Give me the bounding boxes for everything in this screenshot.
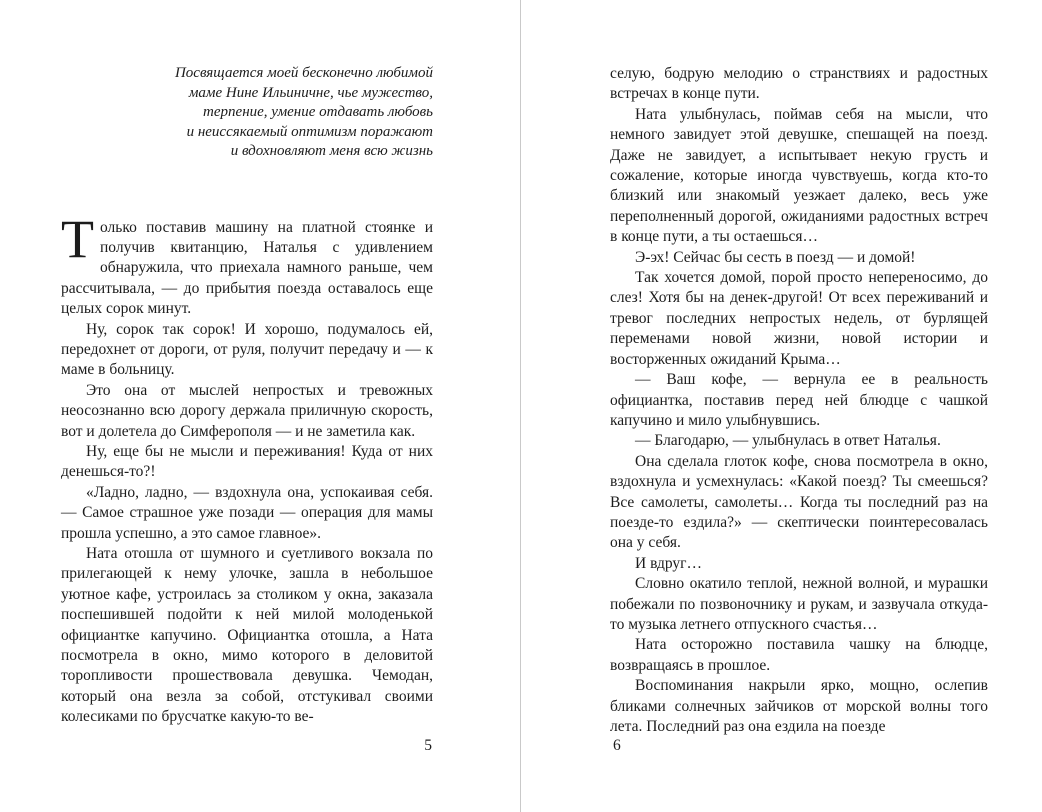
- dedication-line: и вдохновляют меня всю жизнь: [230, 143, 433, 159]
- paragraph: Это она от мыслей непростых и тревожных неосознанно всю дорогу держала приличную скорость, вот и долетела до Симферополя — и не заметила как.: [61, 381, 433, 440]
- paragraph: Ната осторожно поставила чашку на блюдце, возвращаясь в прошлое.: [610, 636, 988, 674]
- paragraph-text: олько поставив машину на платной стоянке и получив квитанцию, Наталья с удивлением обнаружила, что приехала намного раньше, чем рассчитывала, — до прибытия поезда оставалось еще целых сорок минут.: [61, 218, 433, 318]
- paragraph: Она сделала глоток кофе, снова посмотрела в окно, вздохнула и усмехнулась: «Какой поезд? Ты смеешься? Все самолеты, самолеты… Когда ты последний раз на поезде-то ездила?» — скептически поинтересовалась она у себя.: [610, 452, 988, 552]
- right-page-text: [610, 0, 988, 737]
- left-page-text: [61, 208, 433, 728]
- dedication-line: и неиссякаемый оптимизм поражают: [186, 123, 433, 140]
- paragraph: [61, 208, 433, 320]
- dedication-line: Посвящается моей бесконечно любимой: [174, 65, 433, 81]
- page-number: 6: [613, 737, 621, 754]
- dedication: [61, 64, 433, 162]
- paragraph: «Ладно, ладно, — вздохнула она, успокаивая себя. — Самое страшное уже позади — операция для мамы прошла успешно, а это самое главное».: [61, 483, 433, 542]
- paragraph: Ната отошла от шумного и суетливого вокзала по прилегающей к нему улочке, зашла в небольшое уютное кафе, устроилась за столиком у окна, заказала поспешившей подойти к ней милой молоденькой официантке капучино. Официантка отошла, а Ната посмотрела в окно, мимо которого в деловитой торопливости прошествовала девушка. Чемодан, который она везла за собой, отстукивал своими колесиками по брусчатке какую-то ве-: [61, 545, 433, 726]
- page-number: 5: [424, 737, 432, 754]
- paragraph: Ната улыбнулась, поймав себя на мысли, что немного завидует этой девушке, спешащей на поезд. Даже не завидует, а испытывает некую грусть и сожаление, которые иногда чувствуешь, когда кто-то близкий или знакомый уезжает далеко, весь уже переполненный дорогой, ожиданиями радостных встреч в конце пути, а ты остаешься…: [610, 105, 988, 246]
- paragraph: И вдруг…: [635, 554, 703, 572]
- page-right: [521, 0, 1042, 812]
- page-left: [0, 0, 520, 812]
- paragraph: — Благодарю, — улыбнулась в ответ Наталья.: [635, 432, 941, 450]
- dedication-line: маме Нине Ильиничне, чье мужество,: [188, 84, 433, 101]
- paragraph: Э-эх! Сейчас бы сесть в поезд — и домой!: [635, 248, 916, 266]
- paragraph: — Ваш кофе, — вернула ее в реальность официантка, поставив перед ней блюдце с чашкой капучино и мило улыбнувшись.: [610, 371, 988, 429]
- paragraph: Ну, сорок так сорок! И хорошо, подумалось ей, передохнет от дороги, от руля, получит передачу и — к маме в больницу.: [61, 320, 433, 379]
- drop-cap: Т: [61, 208, 94, 269]
- dedication-line: терпение, умение отдавать любовь: [203, 104, 433, 120]
- paragraph: селую, бодрую мелодию о странствиях и радостных встречах в конце пути.: [610, 65, 988, 103]
- paragraph: Словно окатило теплой, нежной волной, и мурашки побежали по позвоночнику и рукам, и зазвучала откуда-то музыка летнего отпускного счастья…: [610, 575, 988, 633]
- paragraph: Так хочется домой, порой просто непереносимо, до слез! Хотя бы на денек-другой! От всех переживаний и тревог последних непростых недель, от бурлящей переменами новой жизни, новой истории и восторженных ожиданий Крыма…: [610, 269, 988, 368]
- paragraph: Воспоминания накрыли ярко, мощно, ослепив бликами солнечных зайчиков от морской волны того лета. Последний раз она ездила на поезде: [610, 677, 988, 735]
- paragraph: Ну, еще бы не мысли и переживания! Куда от них денешься-то?!: [61, 442, 433, 481]
